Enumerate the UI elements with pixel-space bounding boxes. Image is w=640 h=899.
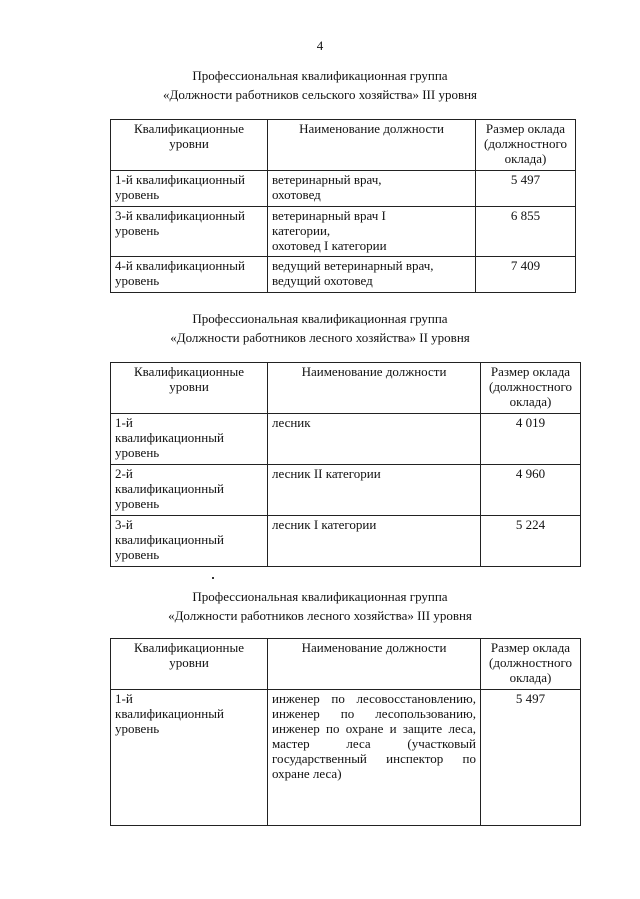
section-title-line1: Профессиональная квалификационная группа [192,68,448,83]
stray-mark [212,577,214,579]
header-levels: Квалификационные уровни [111,363,268,414]
header-levels: Квалификационные уровни [111,639,268,690]
section-heading [0,68,640,106]
position-cell: ведущий ветеринарный врач, ведущий охотовед [268,257,476,293]
section-title-line1: Профессиональная квалификационная группа [192,589,448,604]
table-row [111,465,581,516]
section-title-line1: Профессиональная квалификационная группа [192,311,448,326]
table-row [111,690,581,826]
salary-cell: 5 497 [481,690,581,826]
level-cell: 2-й квалификационный уровень [111,465,268,516]
position-cell: лесник II категории [268,465,481,516]
table-header-row [111,120,576,171]
level-cell: 4-й квалификационный уровень [111,257,268,293]
table-row [111,414,581,465]
header-salary: Размер оклада (должностного оклада) [481,639,581,690]
qualification-table [110,362,581,567]
salary-cell: 4 019 [481,414,581,465]
section-title-line2: «Должности работников лесного хозяйства» II уровня [170,330,470,345]
position-cell: лесник I категории [268,516,481,567]
table-header-row [111,363,581,414]
salary-cell: 6 855 [476,207,576,257]
level-cell: 1-й квалификационный уровень [111,171,268,207]
header-salary: Размер оклада (должностного оклада) [476,120,576,171]
header-position: Наименование должности [268,120,476,171]
header-position: Наименование должности [268,363,481,414]
header-salary: Размер оклада (должностного оклада) [481,363,581,414]
section-title-line2: «Должности работников лесного хозяйства» III уровня [168,608,472,623]
level-cell: 1-й квалификационный уровень [111,690,268,826]
section-heading [0,589,640,627]
position-cell: инженер по лесовосстановлению, инженер по лесопользованию, инженер по охране и защите леса, мастер леса (участковый государственный инспектор по охране леса) [268,690,481,826]
table-row [111,171,576,207]
table-header-row [111,639,581,690]
position-cell: лесник [268,414,481,465]
position-cell: ветеринарный врач I категории, охотовед I категории [268,207,476,257]
page-number: 4 [316,38,324,53]
position-cell: ветеринарный врач, охотовед [268,171,476,207]
qualification-table [110,119,576,293]
salary-cell: 5 224 [481,516,581,567]
qualification-table [110,638,581,826]
section-title-line2: «Должности работников сельского хозяйства» III уровня [162,87,478,102]
table-row [111,257,576,293]
salary-cell: 7 409 [476,257,576,293]
header-position: Наименование должности [268,639,481,690]
header-levels: Квалификационные уровни [111,120,268,171]
salary-cell: 5 497 [476,171,576,207]
table-row [111,207,576,257]
level-cell: 3-й квалификационный уровень [111,516,268,567]
level-cell: 3-й квалификационный уровень [111,207,268,257]
section-heading [0,311,640,349]
level-cell: 1-й квалификационный уровень [111,414,268,465]
table-row [111,516,581,567]
salary-cell: 4 960 [481,465,581,516]
